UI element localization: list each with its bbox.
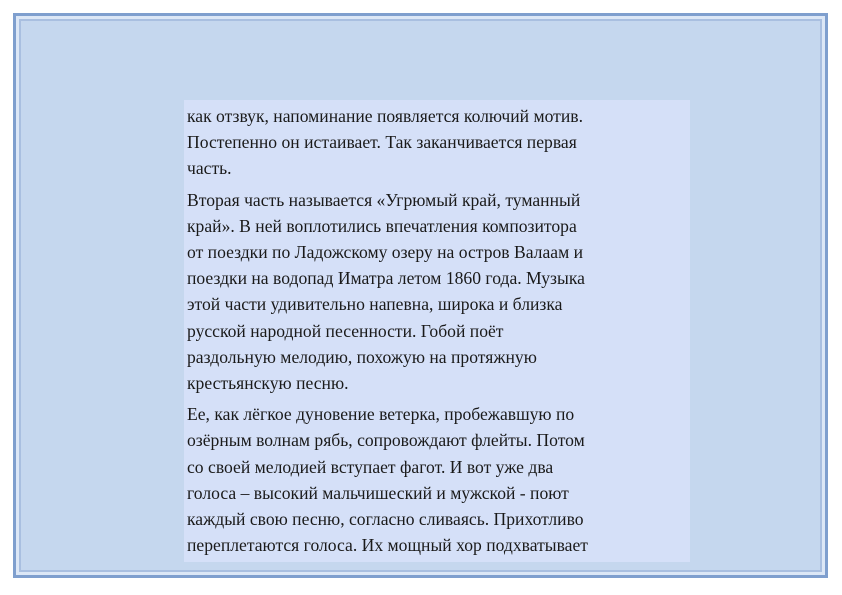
paragraph-2 (187, 187, 686, 397)
paragraph-1 (187, 103, 686, 182)
text-line: озёрным волнам рябь, сопровождают флейты. Потом (187, 430, 585, 451)
text-line: раздольную мелодию, похожую на протяжную (187, 346, 537, 367)
text-line: русской народной песенности. Гобой поёт (187, 320, 504, 341)
text-line: каждый свою песню, согласно сливаясь. Прихотливо (187, 509, 584, 530)
paragraph-3 (187, 401, 686, 558)
text-line: как отзвук, напоминание появляется колючий мотив. (187, 106, 583, 126)
text-line: от поездки по Ладожскому озеру на остров Валаам и (187, 242, 584, 263)
text-line: переплетаются голоса. Их мощный хор подхватывает (187, 535, 588, 556)
text-line: этой части удивительно напевна, широка и близка (187, 294, 563, 315)
text-line: Вторая часть называется «Угрюмый край, туманный (187, 189, 581, 210)
text-line: край». В ней воплотились впечатления композитора (187, 215, 577, 236)
text-line: Постепенно он истаивает. Так заканчивается первая (187, 132, 577, 153)
text-line: часть. (187, 158, 232, 179)
text-line: Ее, как лёгкое дуновение ветерка, пробежавшую по (187, 404, 575, 425)
slide-frame (13, 13, 828, 578)
text-box (184, 100, 690, 562)
text-line: поездки на водопад Иматра летом 1860 года. Музыка (187, 268, 585, 289)
text-line: крестьянскую песню. (187, 373, 349, 394)
text-line: со своей мелодией вступает фагот. И вот уже два (187, 456, 554, 477)
text-line: голоса – высокий мальчишеский и мужской - поют (187, 482, 569, 503)
